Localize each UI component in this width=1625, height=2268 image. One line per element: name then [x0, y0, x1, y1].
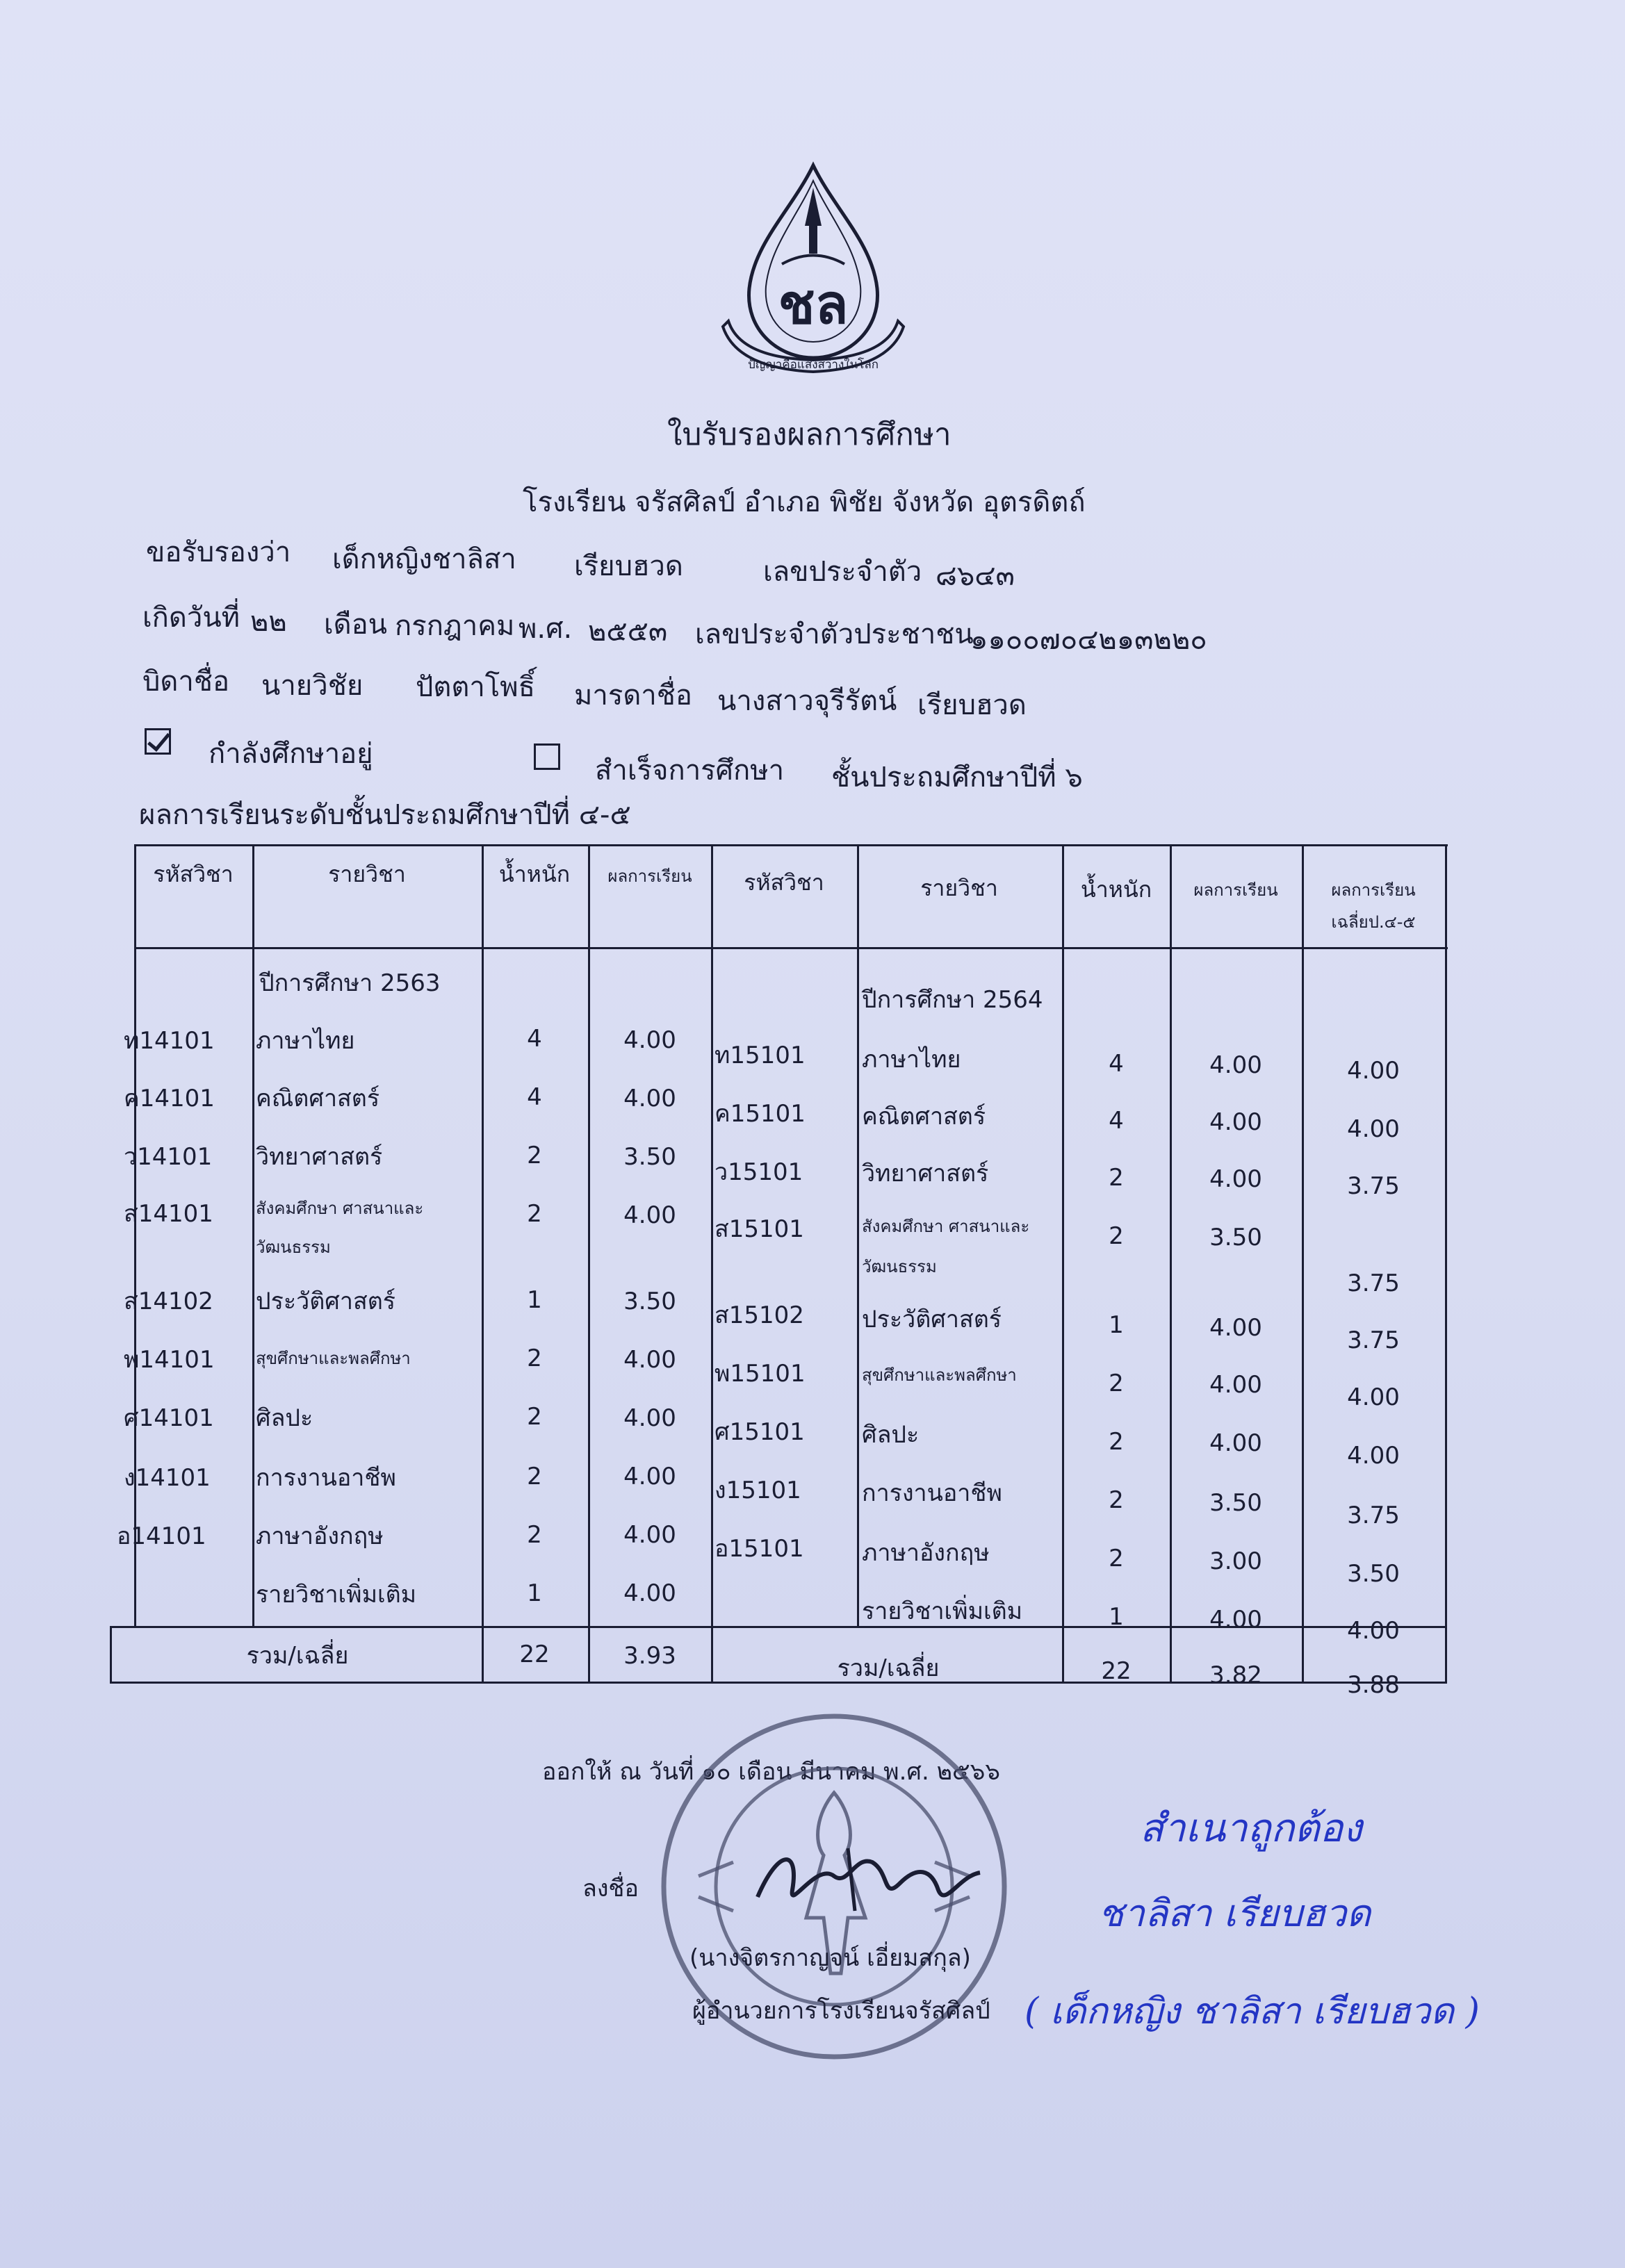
year-label-2564: ปีการศึกษา 2564 [862, 986, 1043, 1014]
birth-label: เกิดวันที่ [142, 602, 240, 634]
row-code-1: ส14101 [124, 1200, 213, 1228]
row-grade-1: 4.00 [623, 1404, 676, 1432]
header-weight-2: น้ำหนัก [1080, 876, 1152, 903]
studying-checkbox [145, 728, 171, 755]
row-subject-1-line2: วัฒนธรรม [256, 1238, 331, 1257]
father-first-name: นายวิชัย [261, 670, 364, 702]
row-avg: 3.75 [1347, 1269, 1400, 1297]
birth-day: ๒๒ [250, 606, 287, 638]
row-weight-1: 2 [527, 1345, 542, 1372]
row-grade-1: 4.00 [623, 1085, 676, 1112]
year-label-2563: ปีการศึกษา 2563 [259, 969, 441, 997]
row-grade-1: 4.00 [623, 1201, 676, 1229]
row-avg: 3.75 [1347, 1326, 1400, 1354]
sign-label: ลงชื่อ [582, 1875, 639, 1903]
total-grade-1: 3.93 [623, 1642, 676, 1670]
row-subject-2: วิทยาศาสตร์ [862, 1160, 989, 1188]
svg-text:ปัญญาคือแสงสว่างในโลก: ปัญญาคือแสงสว่างในโลก [747, 358, 879, 372]
row-weight-2: 1 [1109, 1311, 1124, 1339]
row-weight-1: 4 [527, 1025, 542, 1053]
row-subject-2-line2: วัฒนธรรม [862, 1257, 937, 1276]
row-grade-2: 4.00 [1209, 1429, 1262, 1457]
row-subject-2: ศิลปะ [862, 1421, 920, 1449]
father-last-name: ปัตตาโพธิ์ [416, 671, 536, 703]
row-code-1: พ14101 [124, 1346, 215, 1374]
row-grade-2: 3.00 [1209, 1547, 1262, 1575]
row-weight-1: 1 [527, 1579, 542, 1607]
student-surname: เรียบฮวด [574, 550, 683, 582]
row-subject-2-line1: สังคมศึกษา ศาสนาและ [862, 1217, 1030, 1236]
row-grade-2: 4.00 [1209, 1165, 1262, 1193]
row-weight-2: 2 [1109, 1545, 1124, 1572]
row-grade-1: 4.00 [623, 1463, 676, 1490]
row-code-2: ส15101 [714, 1215, 804, 1243]
row-grade-1: 3.50 [623, 1288, 676, 1315]
row-code-1: ส14102 [124, 1288, 213, 1315]
results-heading: ผลการเรียนระดับชั้นประถมศึกษาปีที่ ๔-๕ [139, 799, 631, 831]
mother-label: มารดาชื่อ [574, 680, 692, 712]
certify-label: ขอรับรองว่า [146, 536, 291, 568]
row-subject-1: ศิลปะ [256, 1404, 313, 1432]
mother-last-name: เรียบฮวด [917, 689, 1027, 721]
row-grade-2: 4.00 [1209, 1606, 1262, 1634]
row-grade-1: 4.00 [623, 1346, 676, 1374]
header-grade-2: ผลการเรียน [1193, 880, 1278, 900]
grade-level: ชั้นประถมศึกษาปีที่ ๖ [831, 762, 1083, 794]
row-subject-1: วิทยาศาสตร์ [256, 1143, 383, 1171]
row-code-2: ท15101 [714, 1042, 806, 1069]
row-subject-2: สุขศึกษาและพลศึกษา [862, 1365, 1017, 1385]
row-weight-2: 1 [1109, 1603, 1124, 1631]
father-label: บิดาชื่อ [142, 666, 229, 698]
national-id-label: เลขประจำตัวประชาชน [695, 618, 974, 650]
row-subject-1-line1: สังคมศึกษา ศาสนาและ [256, 1199, 424, 1218]
total-weight-2: 22 [1101, 1657, 1132, 1685]
row-code-1: อ14101 [117, 1522, 206, 1550]
row-weight-2: 2 [1109, 1222, 1124, 1250]
row-grade-1: 3.50 [623, 1143, 676, 1171]
row-subject-1: ภาษาอังกฤษ [256, 1522, 384, 1550]
row-avg: 4.00 [1347, 1383, 1400, 1411]
row-subject-2: คณิตศาสตร์ [862, 1103, 986, 1131]
row-grade-2: 4.00 [1209, 1371, 1262, 1399]
total-weight-1: 22 [519, 1641, 550, 1668]
row-weight-2: 2 [1109, 1370, 1124, 1397]
header-weight-1: น้ำหนัก [498, 861, 571, 887]
header-avg-line2: เฉลี่ยป.๔-๕ [1331, 912, 1416, 932]
student-id: ๘๖๔๓ [936, 560, 1015, 592]
national-id: ๑๑๐๐๗๐๔๒๑๓๒๒๐ [970, 624, 1207, 656]
row-subject-2: ภาษาอังกฤษ [862, 1539, 990, 1567]
svg-text:ชล: ชล [778, 273, 849, 336]
row-weight-1: 2 [527, 1463, 542, 1490]
header-code-2: รหัสวิชา [744, 869, 824, 896]
row-code-2: ว15101 [714, 1158, 803, 1186]
row-subject-2: รายวิชาเพิ่มเติม [862, 1597, 1023, 1625]
handwritten-full-name: ( เด็กหญิง ชาลิสา เรียบฮวด ) [1024, 1991, 1480, 2032]
mother-first-name: นางสาวจุรีรัตน์ [717, 685, 897, 717]
row-avg: 4.00 [1347, 1057, 1400, 1085]
row-weight-1: 1 [527, 1286, 542, 1314]
header-grade-1: ผลการเรียน [607, 866, 692, 886]
handwritten-certified-copy: สำเนาถูกต้อง [1140, 1806, 1362, 1851]
studying-label: กำลังศึกษาอยู่ [209, 738, 373, 770]
row-weight-1: 4 [527, 1083, 542, 1111]
row-subject-2: ภาษาไทย [862, 1046, 961, 1074]
graduated-label: สำเร็จการศึกษา [595, 755, 785, 787]
row-avg: 4.00 [1347, 1115, 1400, 1143]
row-subject-2: ประวัติศาสตร์ [862, 1306, 1002, 1333]
header-subject-1: รายวิชา [328, 861, 406, 887]
row-code-2: ง15101 [714, 1477, 801, 1504]
row-code-2: ศ15101 [714, 1418, 805, 1446]
row-weight-2: 2 [1109, 1428, 1124, 1456]
student-id-label: เลขประจำตัว [763, 556, 922, 588]
birth-year: ๒๕๕๓ [588, 616, 668, 648]
row-avg: 3.75 [1347, 1502, 1400, 1529]
row-weight-2: 2 [1109, 1486, 1124, 1514]
total-grade-2: 3.82 [1209, 1661, 1262, 1689]
row-weight-2: 2 [1109, 1164, 1124, 1192]
signatory-title: ผู้อำนวยการโรงเรียนจรัสศิลป์ [692, 1997, 990, 2025]
row-grade-2: 3.50 [1209, 1489, 1262, 1517]
row-code-1: ง14101 [124, 1464, 211, 1492]
header-subject-2: รายวิชา [920, 875, 998, 901]
row-weight-1: 2 [527, 1403, 542, 1431]
row-grade-2: 4.00 [1209, 1314, 1262, 1342]
row-code-2: ส15102 [714, 1301, 804, 1329]
row-code-2: พ15101 [714, 1360, 806, 1388]
row-subject-1: ภาษาไทย [256, 1027, 355, 1055]
total-label-2: รวม/เฉลี่ย [837, 1654, 940, 1682]
total-avg: 3.88 [1347, 1671, 1400, 1699]
row-code-1: ศ14101 [124, 1404, 214, 1432]
row-subject-1: ประวัติศาสตร์ [256, 1288, 396, 1315]
row-weight-1: 2 [527, 1142, 542, 1169]
director-signature [751, 1834, 987, 1925]
row-subject-1: รายวิชาเพิ่มเติม [256, 1581, 417, 1609]
birth-month: กรกฎาคม [395, 610, 515, 642]
row-grade-1: 4.00 [623, 1521, 676, 1549]
row-avg: 4.00 [1347, 1617, 1400, 1645]
row-subject-1: สุขศึกษาและพลศึกษา [256, 1349, 411, 1368]
school-line: โรงเรียน จรัสศิลป์ อำเภอ พิชัย จังหวัด อุตรดิตถ์ [523, 486, 1086, 518]
handwritten-name: ชาลิสา เรียบฮวด [1098, 1891, 1371, 1935]
document-title: ใบรับรองผลการศึกษา [667, 417, 952, 452]
header-avg-line1: ผลการเรียน [1331, 880, 1416, 900]
row-subject-1: คณิตศาสตร์ [256, 1085, 380, 1112]
issued-date: ออกให้ ณ วันที่ ๑๐ เดือน มีนาคม พ.ศ. ๒๕๖๖ [542, 1758, 1000, 1786]
row-grade-2: 4.00 [1209, 1051, 1262, 1079]
row-weight-2: 4 [1109, 1050, 1124, 1078]
month-label: เดือน [324, 609, 388, 641]
row-grade-2: 3.50 [1209, 1224, 1262, 1251]
row-subject-1: การงานอาชีพ [256, 1464, 396, 1492]
row-avg: 4.00 [1347, 1442, 1400, 1470]
results-table [110, 844, 1447, 1723]
row-avg: 3.75 [1347, 1172, 1400, 1200]
graduated-checkbox [534, 743, 560, 770]
row-code-1: ค14101 [124, 1085, 215, 1112]
year-label: พ.ศ. [518, 613, 573, 645]
header-code-1: รหัสวิชา [153, 861, 234, 887]
total-label-1: รวม/เฉลี่ย [246, 1642, 349, 1670]
row-weight-2: 4 [1109, 1107, 1124, 1135]
school-crest-logo [716, 160, 911, 389]
row-subject-2: การงานอาชีพ [862, 1479, 1002, 1507]
row-code-2: ค15101 [714, 1100, 806, 1128]
student-name: เด็กหญิงชาลิสา [332, 543, 516, 575]
row-weight-1: 2 [527, 1200, 542, 1228]
row-grade-1: 4.00 [623, 1026, 676, 1054]
signatory-name: (นางจิตรกาญจน์ เอี่ยมสกุล) [689, 1944, 971, 1972]
row-avg: 3.50 [1347, 1560, 1400, 1588]
row-code-1: ว14101 [124, 1143, 213, 1171]
row-code-1: ท14101 [124, 1027, 215, 1055]
row-code-2: อ15101 [714, 1535, 804, 1563]
row-weight-1: 2 [527, 1521, 542, 1549]
row-grade-2: 4.00 [1209, 1108, 1262, 1136]
row-grade-1: 4.00 [623, 1579, 676, 1607]
